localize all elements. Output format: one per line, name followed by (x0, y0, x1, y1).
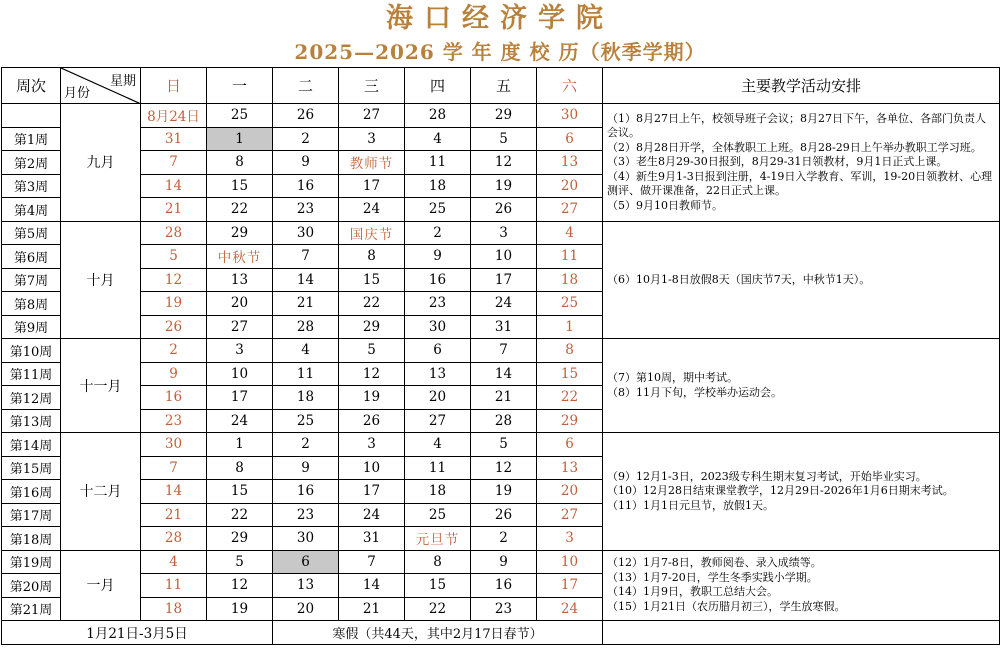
day-cell: 31 (141, 127, 207, 151)
day-cell: 教师节 (339, 151, 405, 175)
day-cell: 5 (471, 433, 537, 457)
day-cell: 20 (537, 480, 603, 504)
day-cell: 14 (273, 268, 339, 292)
day-cell: 7 (471, 339, 537, 363)
month-label: 十二月 (61, 433, 141, 551)
day-cell: 15 (537, 362, 603, 386)
day-cell: 11 (405, 151, 471, 175)
day-cell: 26 (273, 104, 339, 128)
day-cell: 22 (207, 503, 273, 527)
day-cell: 20 (537, 174, 603, 198)
winter-break-text: 寒假（共44天，其中2月17日春节） (273, 621, 603, 645)
day-cell: 7 (273, 245, 339, 269)
day-cell: 28 (273, 315, 339, 339)
header-row (2, 68, 1000, 104)
month-header: 月份 (64, 86, 91, 101)
day-cell: 17 (207, 386, 273, 410)
day-cell: 17 (339, 480, 405, 504)
day-cell: 16 (273, 480, 339, 504)
day-cell: 2 (405, 221, 471, 245)
day-cell: 15 (207, 174, 273, 198)
day-cell: 24 (471, 292, 537, 316)
week-number: 第6周 (2, 245, 61, 269)
day-cell: 24 (339, 198, 405, 222)
day-cell: 27 (537, 503, 603, 527)
day-cell: 国庆节 (339, 221, 405, 245)
day-cell: 3 (339, 433, 405, 457)
day-cell: 19 (471, 480, 537, 504)
day-cell: 19 (339, 386, 405, 410)
week-number: 第14周 (2, 433, 61, 457)
day-cell: 17 (339, 174, 405, 198)
day-cell: 25 (537, 292, 603, 316)
day-cell: 5 (141, 245, 207, 269)
day-cell: 7 (141, 151, 207, 175)
activity-notes (603, 339, 1000, 433)
day-cell: 20 (273, 597, 339, 621)
day-cell: 9 (471, 550, 537, 574)
month-label: 九月 (61, 104, 141, 222)
week-number: 第8周 (2, 292, 61, 316)
day-cell: 18 (273, 386, 339, 410)
day-cell: 15 (405, 574, 471, 598)
day-cell: 30 (537, 104, 603, 128)
day-cell: 28 (471, 409, 537, 433)
day-cell: 20 (207, 292, 273, 316)
day-cell: 13 (405, 362, 471, 386)
day-cell: 19 (207, 597, 273, 621)
activity-note: （11）1月1日元旦节，放假1天。 (607, 498, 774, 512)
week-number: 第12周 (2, 386, 61, 410)
day-cell: 21 (141, 503, 207, 527)
day-cell: 18 (537, 268, 603, 292)
day-cell: 3 (207, 339, 273, 363)
month-label: 十一月 (61, 339, 141, 433)
day-cell: 27 (207, 315, 273, 339)
day-cell: 11 (141, 574, 207, 598)
day-cell: 29 (207, 527, 273, 551)
week-header: 周次 (2, 68, 61, 104)
activity-note: （12）1月7-8日，教师阅卷、录入成绩等。 (607, 556, 822, 570)
week-number: 第3周 (2, 174, 61, 198)
day-cell: 13 (273, 574, 339, 598)
week-row (2, 433, 1000, 457)
day-cell: 16 (273, 174, 339, 198)
day-header-sat: 六 (537, 68, 603, 104)
day-cell: 18 (405, 480, 471, 504)
activity-note: （7）第10周，期中考试。 (607, 371, 738, 384)
day-cell: 23 (471, 597, 537, 621)
day-cell: 4 (405, 127, 471, 151)
activity-note: （10）12月28日结束课堂教学，12月29日-2026年1月6日期末考试。 (607, 484, 954, 497)
day-cell: 6 (537, 127, 603, 151)
day-cell: 26 (471, 503, 537, 527)
day-cell: 9 (141, 362, 207, 386)
day-cell: 24 (339, 503, 405, 527)
week-number: 第11周 (2, 362, 61, 386)
day-cell: 21 (471, 386, 537, 410)
week-number: 第21周 (2, 597, 61, 621)
activity-note: （4）新生9月1-3日报到注册，4-19日入学教育、军训，19-20日领教材、心理测评、做开课准备，22日正式上课。 (607, 169, 993, 197)
day-cell: 14 (141, 480, 207, 504)
activity-notes (603, 550, 1000, 621)
day-cell: 6 (405, 339, 471, 363)
week-number: 第1周 (2, 127, 61, 151)
day-cell: 12 (141, 268, 207, 292)
day-cell: 16 (141, 386, 207, 410)
day-cell: 2 (141, 339, 207, 363)
day-cell: 16 (405, 268, 471, 292)
day-cell: 10 (207, 362, 273, 386)
activity-note: （13）1月7-20日，学生冬季实践小学期。 (607, 570, 818, 584)
day-cell: 12 (339, 362, 405, 386)
calendar-subtitle: 2025—2026 学 年 度 校 历（秋季学期） (294, 40, 706, 64)
activity-note: （9）12月1-3日，2023级专科生期末复习考试，开始毕业实习。 (607, 469, 927, 483)
day-cell: 13 (207, 268, 273, 292)
day-cell: 29 (537, 409, 603, 433)
day-cell: 25 (405, 198, 471, 222)
week-number: 第18周 (2, 527, 61, 551)
day-header-thu: 四 (405, 68, 471, 104)
day-cell: 12 (471, 456, 537, 480)
day-cell: 4 (537, 221, 603, 245)
day-cell: 27 (339, 104, 405, 128)
school-calendar-table (1, 67, 1000, 645)
day-cell: 25 (207, 104, 273, 128)
day-cell: 2 (273, 433, 339, 457)
day-cell: 12 (207, 574, 273, 598)
activity-notes (603, 433, 1000, 551)
day-cell: 22 (339, 292, 405, 316)
day-cell: 16 (471, 574, 537, 598)
week-number: 第4周 (2, 198, 61, 222)
day-cell: 1 (537, 315, 603, 339)
day-header-sun: 日 (141, 68, 207, 104)
day-cell: 22 (207, 198, 273, 222)
day-cell: 10 (471, 245, 537, 269)
day-cell: 12 (471, 151, 537, 175)
day-cell: 29 (471, 104, 537, 128)
month-label: 一月 (61, 550, 141, 621)
week-number: 第19周 (2, 550, 61, 574)
winter-break-row (2, 621, 1000, 645)
day-cell: 8月24日 (141, 104, 207, 128)
day-cell: 19 (471, 174, 537, 198)
day-cell: 30 (273, 527, 339, 551)
week-row (2, 550, 1000, 574)
day-cell: 9 (405, 245, 471, 269)
day-cell: 26 (141, 315, 207, 339)
day-cell: 21 (339, 597, 405, 621)
day-cell: 20 (405, 386, 471, 410)
day-cell: 14 (141, 174, 207, 198)
week-number: 第2周 (2, 151, 61, 175)
day-cell: 18 (405, 174, 471, 198)
day-cell: 6 (273, 550, 339, 574)
day-cell: 1 (207, 127, 273, 151)
day-cell: 5 (471, 127, 537, 151)
activity-notes (603, 221, 1000, 339)
day-cell: 2 (471, 527, 537, 551)
day-cell: 8 (339, 245, 405, 269)
day-cell: 11 (405, 456, 471, 480)
activity-note: （5）9月10日教师节。 (607, 198, 723, 212)
day-cell: 23 (405, 292, 471, 316)
week-row (2, 221, 1000, 245)
day-cell: 28 (141, 221, 207, 245)
week-number: 第13周 (2, 409, 61, 433)
day-cell: 24 (537, 597, 603, 621)
day-cell: 25 (273, 409, 339, 433)
day-cell: 4 (141, 550, 207, 574)
week-number: 第5周 (2, 221, 61, 245)
day-cell: 8 (405, 550, 471, 574)
day-cell: 29 (207, 221, 273, 245)
day-cell: 13 (537, 151, 603, 175)
day-cell: 2 (273, 127, 339, 151)
day-cell: 31 (471, 315, 537, 339)
activity-note: （1）8月27日上午，校领导班子会议；8月27日下午，各单位、各部门负责人会议。 (607, 111, 986, 139)
day-cell: 25 (405, 503, 471, 527)
day-cell: 28 (141, 527, 207, 551)
day-header-mon: 一 (207, 68, 273, 104)
day-cell: 5 (339, 339, 405, 363)
day-cell: 23 (273, 503, 339, 527)
day-cell: 15 (207, 480, 273, 504)
day-cell: 9 (273, 151, 339, 175)
week-number: 第7周 (2, 268, 61, 292)
day-cell: 15 (339, 268, 405, 292)
day-cell: 18 (141, 597, 207, 621)
activity-note: （3）老生8月29-30日报到，8月29-31日领教材，9月1日正式上课。 (607, 155, 948, 168)
day-cell: 9 (273, 456, 339, 480)
day-cell: 21 (273, 292, 339, 316)
week-row (2, 339, 1000, 363)
activity-note: （15）1月21日（农历腊月初三），学生放寒假。 (607, 599, 846, 613)
day-cell: 11 (273, 362, 339, 386)
day-cell: 3 (537, 527, 603, 551)
day-cell: 8 (207, 151, 273, 175)
footer-empty-cell (603, 621, 1000, 645)
day-cell: 3 (471, 221, 537, 245)
weekday-header: 星期 (109, 74, 136, 89)
day-cell: 14 (339, 574, 405, 598)
day-cell: 17 (537, 574, 603, 598)
day-cell: 元旦节 (405, 527, 471, 551)
day-cell: 13 (537, 456, 603, 480)
diagonal-header-cell (61, 68, 141, 104)
day-cell: 24 (207, 409, 273, 433)
week-number: 第10周 (2, 339, 61, 363)
day-cell: 22 (537, 386, 603, 410)
day-cell: 中秋节 (207, 245, 273, 269)
day-cell: 10 (339, 456, 405, 480)
day-cell: 17 (471, 268, 537, 292)
day-cell: 14 (471, 362, 537, 386)
day-cell: 19 (141, 292, 207, 316)
day-cell: 27 (537, 198, 603, 222)
activity-note: （14）1月9日，教职工总结大会。 (607, 585, 778, 599)
week-number: 第9周 (2, 315, 61, 339)
day-cell: 3 (339, 127, 405, 151)
activity-note: （8）11月下旬，学校举办运动会。 (607, 385, 782, 399)
week-number: 第15周 (2, 456, 61, 480)
week-number: 第20周 (2, 574, 61, 598)
day-cell: 27 (405, 409, 471, 433)
day-cell: 23 (273, 198, 339, 222)
day-cell: 29 (339, 315, 405, 339)
school-title: 海口经济学院 (386, 3, 614, 34)
week-number: 第16周 (2, 480, 61, 504)
day-cell: 10 (537, 550, 603, 574)
day-header-tue: 二 (273, 68, 339, 104)
day-header-fri: 五 (471, 68, 537, 104)
activities-header: 主要教学活动安排 (603, 68, 1000, 104)
day-cell: 30 (141, 433, 207, 457)
activity-notes (603, 104, 1000, 222)
day-cell: 30 (273, 221, 339, 245)
week-row (2, 104, 1000, 128)
day-cell: 26 (471, 198, 537, 222)
day-header-wed: 三 (339, 68, 405, 104)
day-cell: 30 (405, 315, 471, 339)
week-number (2, 104, 61, 128)
day-cell: 1 (207, 433, 273, 457)
day-cell: 4 (405, 433, 471, 457)
day-cell: 6 (537, 433, 603, 457)
day-cell: 8 (537, 339, 603, 363)
week-number: 第17周 (2, 503, 61, 527)
day-cell: 23 (141, 409, 207, 433)
month-label: 十月 (61, 221, 141, 339)
day-cell: 21 (141, 198, 207, 222)
day-cell: 8 (207, 456, 273, 480)
day-cell: 7 (339, 550, 405, 574)
day-cell: 5 (207, 550, 273, 574)
day-cell: 26 (339, 409, 405, 433)
day-cell: 7 (141, 456, 207, 480)
winter-break-dates: 1月21日-3月5日 (2, 621, 273, 645)
day-cell: 31 (339, 527, 405, 551)
day-cell: 28 (405, 104, 471, 128)
day-cell: 4 (273, 339, 339, 363)
activity-note: （6）10月1-8日放假8天（国庆节7天，中秋节1天）。 (607, 272, 871, 286)
day-cell: 11 (537, 245, 603, 269)
day-cell: 22 (405, 597, 471, 621)
activity-note: （2）8月28日开学，全体教职工上班。8月28-29日上午举办教职工学习班。 (607, 140, 982, 154)
